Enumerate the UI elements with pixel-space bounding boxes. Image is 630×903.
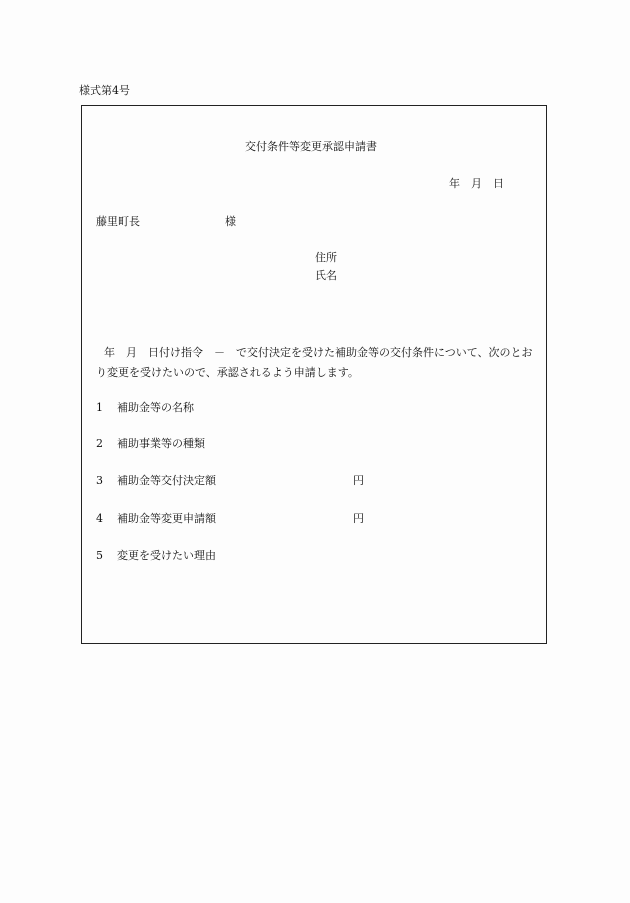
date-line: 年 月 日	[449, 177, 504, 190]
change-amount-unit: 円	[353, 512, 364, 525]
address-label: 住所	[315, 251, 337, 264]
item-label: 補助金等変更申請額	[117, 512, 216, 525]
item-decided-amount	[96, 475, 216, 486]
item-number: 4	[96, 512, 103, 525]
item-label: 補助金等交付決定額	[117, 474, 216, 487]
item-label: 補助事業等の種類	[117, 437, 205, 450]
item-number: 2	[96, 437, 103, 450]
item-change-amount	[96, 513, 216, 524]
item-number: 5	[96, 549, 103, 562]
item-label: 変更を受けたい理由	[117, 549, 216, 562]
item-project-type	[96, 438, 205, 449]
honorific: 様	[225, 215, 236, 228]
form-number: 様式第4号	[79, 84, 130, 97]
form-title: 交付条件等変更承認申請書	[245, 140, 377, 153]
item-label: 補助金等の名称	[117, 401, 194, 414]
name-label: 氏名	[315, 269, 337, 282]
addressee: 藤里町長	[96, 215, 140, 228]
item-number: 1	[96, 401, 103, 414]
item-number: 3	[96, 474, 103, 487]
decided-amount-unit: 円	[353, 474, 364, 487]
request-body: 年 月 日付け指令 － で交付決定を受けた補助金等の交付条件について、次のとおり変更を受けたいので、承認されるよう申請します。	[96, 346, 533, 379]
item-subsidy-name	[96, 402, 194, 413]
application-form	[81, 105, 547, 644]
item-change-reason	[96, 550, 216, 561]
